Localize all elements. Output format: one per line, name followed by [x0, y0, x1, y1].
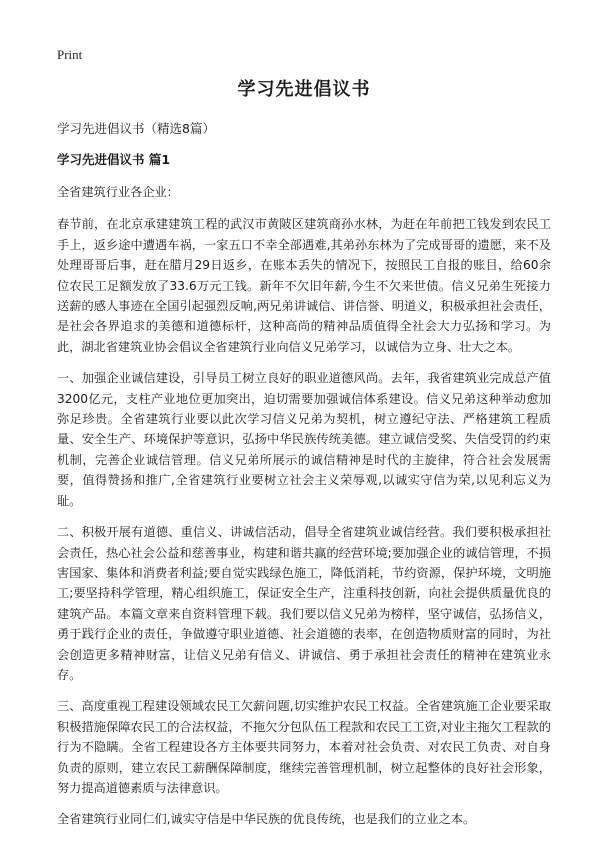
body-paragraph: 三、高度重视工程建设领域农民工欠薪问题,切实维护农民工权益。全省建筑施工企业要采取积极措施保障农民工的合法权益，不拖欠分包队伍工程款和农民工工资,对业主拖欠工程款的行为不隐瞒。全省工程建设各方主体要共同努力，本着对社会负责、对农民工负责、对自身负责的原则，建立农民工薪酬保障制度，继续完善管理机制，树立起整体的良好社会形象，努力提高道德素质与法律意识。	[57, 699, 551, 795]
print-link[interactable]: Print	[57, 47, 83, 62]
body-paragraph: 二、积极开展有道德、重信义、讲诚信活动，倡导全省建筑业诚信经营。我们要积极承担社会责任，热心社会公益和慈善事业，构建和谐共赢的经营环境;要加强企业的诚信管理，不损害国家、集体和消费者利益;要自觉实践绿色施工，降低消耗，节约资源，保护环境，文明施工;要坚持科学管理，精心组织施工，保证安全生产，注重科技创新，向社会提供质量优良的建筑产品。本篇文章来自资料管理下载。我们要以信义兄弟为榜样，坚守诚信，弘扬信义，勇于践行企业的责任，争做遵守职业道德、社会道德的表率，在创造物质财富的同时，为社会创造更多精神财富，让信义兄弟有信义、讲诚信、勇于承担社会责任的精神在建筑业永存。	[57, 525, 551, 682]
document-body	[57, 76, 551, 841]
body-paragraph: 春节前，在北京承建建筑工程的武汉市黄陂区建筑商孙水林，为赶在年前把工钱发到农民工手上，返乡途中遭遇车祸，一家五口不幸全部遇难,其弟孙东林为了完成哥哥的遗愿，来不及处理哥哥后事，赶在腊月29日返乡，在账本丢失的情况下，按照民工自报的账目，给60余位农民工足额发放了33.6万元工钱。新年不欠旧年薪,今生不欠来世债。信义兄弟生死接力送薪的感人事迹在全国引起强烈反响,两兄弟讲诚信、讲信誉、明道义，积极承担社会责任，是社会各界追求的美德和道德标杆，这种高尚的精神品质值得全社会大力弘扬和学习。为此，湖北省建筑业协会倡议全省建筑行业向信义兄弟学习，以诚信为立身、壮大之本。	[57, 217, 551, 354]
body-paragraph: 全省建筑行业同仁们,诚实守信是中华民族的优良传统，也是我们的立业之本。	[57, 812, 476, 827]
body-paragraph: 一、加强企业诚信建设，引导员工树立良好的职业道德风尚。去年，我省建筑业完成总产值3200亿元，支柱产业地位更加突出，迫切需要加强诚信体系建设。信义兄弟这种举动愈加弥足珍贵。全省建筑行业要以此次学习信义兄弟为契机，树立遵纪守法、严格建筑工程质量、安全生产、环境保护等意识，弘扬中华民族传统美德。建立诚信受奖、失信受罚的约束机制，完善企业诚信管理。信义兄弟所展示的诚信精神是时代的主旋律，符合社会发展需要，值得赞扬和推广,全省建筑行业要树立社会主义荣辱观,以诚实守信为荣,以见利忘义为耻。	[57, 371, 551, 508]
greeting-paragraph: 全省建筑行业各企业：	[57, 185, 179, 199]
section-heading: 学习先进倡议书 篇1	[57, 152, 171, 167]
document-subtitle: 学习先进倡议书（精选8篇）	[57, 121, 215, 136]
page-title: 学习先进倡议书	[237, 79, 371, 100]
